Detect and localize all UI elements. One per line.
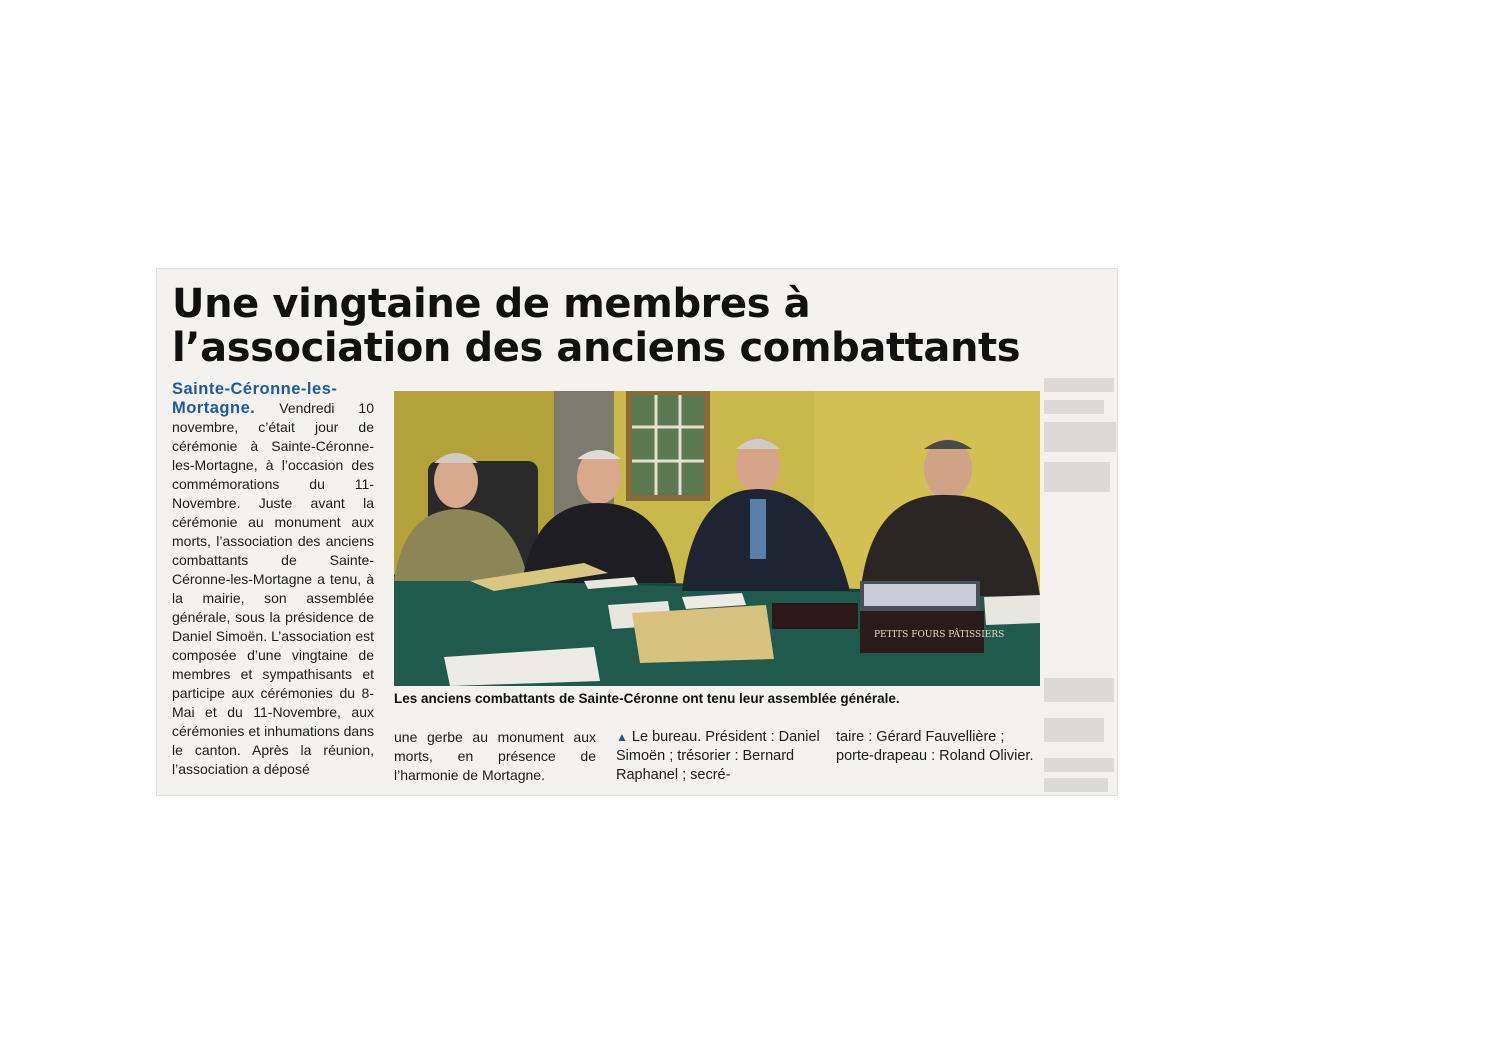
photo-box-label: PETITS FOURS PÂTISSIERS <box>874 630 1005 640</box>
bureau-column-1 <box>616 728 821 785</box>
adjacent-article-strip <box>1044 378 1118 796</box>
article-headline <box>172 282 1032 370</box>
photo-illustration <box>394 391 1040 686</box>
article-column-1 <box>172 380 374 779</box>
photo-caption: Les anciens combattants de Sainte-Céronne ont tenu leur assemblée générale. <box>394 691 900 706</box>
bureau-text-part-2: taire : Gérard Fauvellière ; porte-drapeau : Roland Olivier. <box>836 729 1034 764</box>
bureau-column-2 <box>836 728 1036 766</box>
bureau-text-part-1: Le bureau. Président : Daniel Simoën ; trésorier : Bernard Raphanel ; secré- <box>616 729 820 783</box>
headline-line-1: Une vingtaine de membres à <box>172 281 811 327</box>
triangle-bullet-icon: ▲ <box>616 730 628 744</box>
dateline: Sainte-Céronne-les-Mortagne. <box>172 380 338 417</box>
article-body-continued: une gerbe au monument aux morts, en présence de l’harmonie de Mortagne. <box>394 729 596 783</box>
article-column-2 <box>394 728 596 785</box>
article-photo <box>394 391 1040 686</box>
bleed-through-text <box>156 268 396 282</box>
headline-line-2: l’association des anciens combattants <box>172 325 1021 371</box>
article-body-lead: Vendredi 10 novembre, c’était jour de cérémonie à Sainte-Céronne-les-Mortagne, à l’occasion des commémorations du 11-Novembre. Juste avant la cérémonie au monument aux morts, l’association des anciens combattants de Sainte-Céronne-les-Mortagne a tenu, à la mairie, son assemblée générale, sous la présidence de Daniel Simoën. L’association est composée d’une vingtaine de membres et sympathisants et participe aux cérémonies du 8-Mai et du 11-Novembre, aux cérémonies et inhumations dans le canton. Après la réunion, l’association a déposé <box>172 400 374 777</box>
newspaper-clipping <box>156 268 1118 796</box>
